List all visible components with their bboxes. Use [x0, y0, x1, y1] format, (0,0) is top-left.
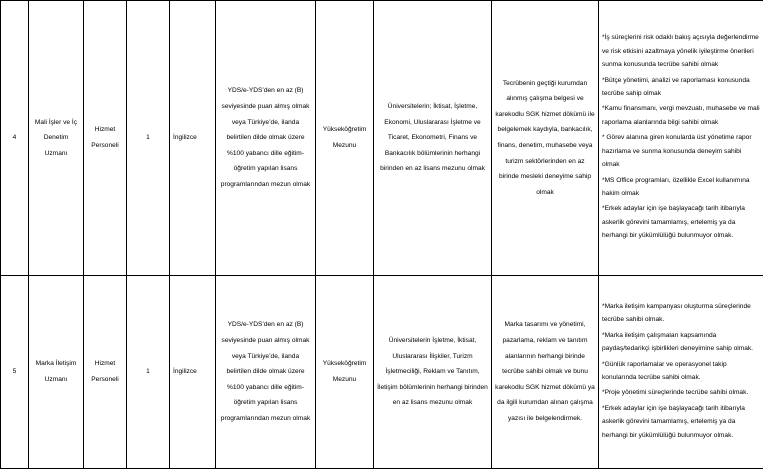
requirement-item: *Marka iletişim çalışmaları kapsamında paydaş/tedarikçi işbirlikleri deneyimine sahip olmak. — [602, 331, 753, 353]
table-row — [1, 276, 763, 469]
requirement-item: *Günlük raporlamalar ve operasyonel takip konularında tecrübe sahibi olmak. — [602, 360, 727, 381]
requirement-item: *MS Office programları, özellikle Excel kullanımına hakim olmak — [602, 176, 750, 197]
education-level: Yükseköğretim Mezunu — [316, 1, 374, 276]
position-title: Marka İletişim Uzmanı — [29, 276, 84, 469]
requirement-item: *Marka iletişim kampanyası oluşturma süreçlerinde tecrübe sahibi olmak. — [602, 302, 751, 324]
row-number: 5 — [1, 276, 29, 469]
language: İngilizce — [170, 1, 216, 276]
staff-type: Hizmet Personeli — [84, 276, 127, 469]
additional-requirements — [599, 276, 763, 469]
requirement-item: *Erkek adaylar için işe başlayacağı tarih itibarıyla askerlik görevini tamamlamış, ertelemiş ya da herhangi bir yükümlülüğü bulunmuyor olmak. — [602, 205, 745, 240]
additional-requirements — [599, 1, 763, 276]
requirement-item: *Bütçe yönetimi, analizi ve raporlaması konusunda tecrübe sahip olmak — [602, 76, 750, 98]
education-level: Yükseköğretim Mezunu — [316, 276, 374, 469]
position-count: 1 — [127, 1, 170, 276]
staff-type: Hizmet Personeli — [84, 1, 127, 276]
requirement-item: *Proje yönetimi süreçlerinde tecrübe sahibi olmak. — [602, 389, 749, 397]
language: İngilizce — [170, 276, 216, 469]
requirement-item: *İş süreçlerini risk odaklı bakış açısıyla değerlendirme ve risk etkisini azaltmaya yönelik iyileştirme önerileri sunma konusunda tecrübe sahibi olmak — [602, 34, 759, 69]
requirement-item: * Görev alanına giren konularda üst yönetime rapor hazırlama ve sunma konusunda deneyim sahibi olmak — [602, 134, 752, 169]
language-requirement: YDS/e-YDS’den en az (B) seviyesinde puan almış olmak veya Türkiye’de, ilanda belirtilen dilde olmak üzere %100 yabancı dille eğitim-öğretim yapılan lisans programlarından mezun olmak — [216, 1, 316, 276]
requirement-item: *Kamu finansmanı, vergi mevzuatı, muhasebe ve mali raporlama alanlarında bilgi sahibi olmak — [602, 105, 760, 126]
language-requirement: YDS/e-YDS’den en az (B) seviyesinde puan almış olmak veya Türkiye’de, ilanda belirtilen dilde olmak üzere %100 yabancı dille eğitim-öğretim yapılan lisans programlarından mezun olmak — [216, 276, 316, 469]
required-experience: Tecrübenin geçtiği kurumdan alınmış çalışma belgesi ve karekodlu SGK hizmet dökümü ile belgelemek kaydıyla, bankacılık, finans, denetim, muhasebe veya turizm sektörlerinden en az birinde mesleki deneyime sahip olmak — [492, 1, 599, 276]
required-experience: Marka tasarımı ve yönetimi, pazarlama, reklam ve tanıtım alanlarının herhangi birinde tecrübe sahibi olmak ve bunu karekodlu SGK hizmet dökümü ya da ilgili kurumdan alınan çalışma yazısı ile belgelendirmek. — [492, 276, 599, 469]
position-title: Mali İşler ve İç Denetim Uzmanı — [29, 1, 84, 276]
row-number: 4 — [1, 1, 29, 276]
required-departments: Üniversitelerin İşletme, İktisat, Uluslararası İlişkiler, Turizm İşletmeciliği, Reklam ve Tanıtım, İletişim bölümlerinin herhangi birinden en az lisans mezunu olmak — [374, 276, 492, 469]
position-count: 1 — [127, 276, 170, 469]
requirement-item: *Erkek adaylar için işe başlayacağı tarih itibarıyla askerlik görevini tamamlamış, ertelemiş ya da herhangi bir yükümlülüğü bulunmuyor olmak. — [602, 404, 745, 439]
table-row — [1, 1, 763, 276]
required-departments: Üniversitelerin; İktisat, İşletme, Ekonomi, Uluslararası İşletme ve Ticaret, Ekonometri, Finans ve Bankacılık bölümlerinin herhangi birinden en az lisans mezunu olmak — [374, 1, 492, 276]
